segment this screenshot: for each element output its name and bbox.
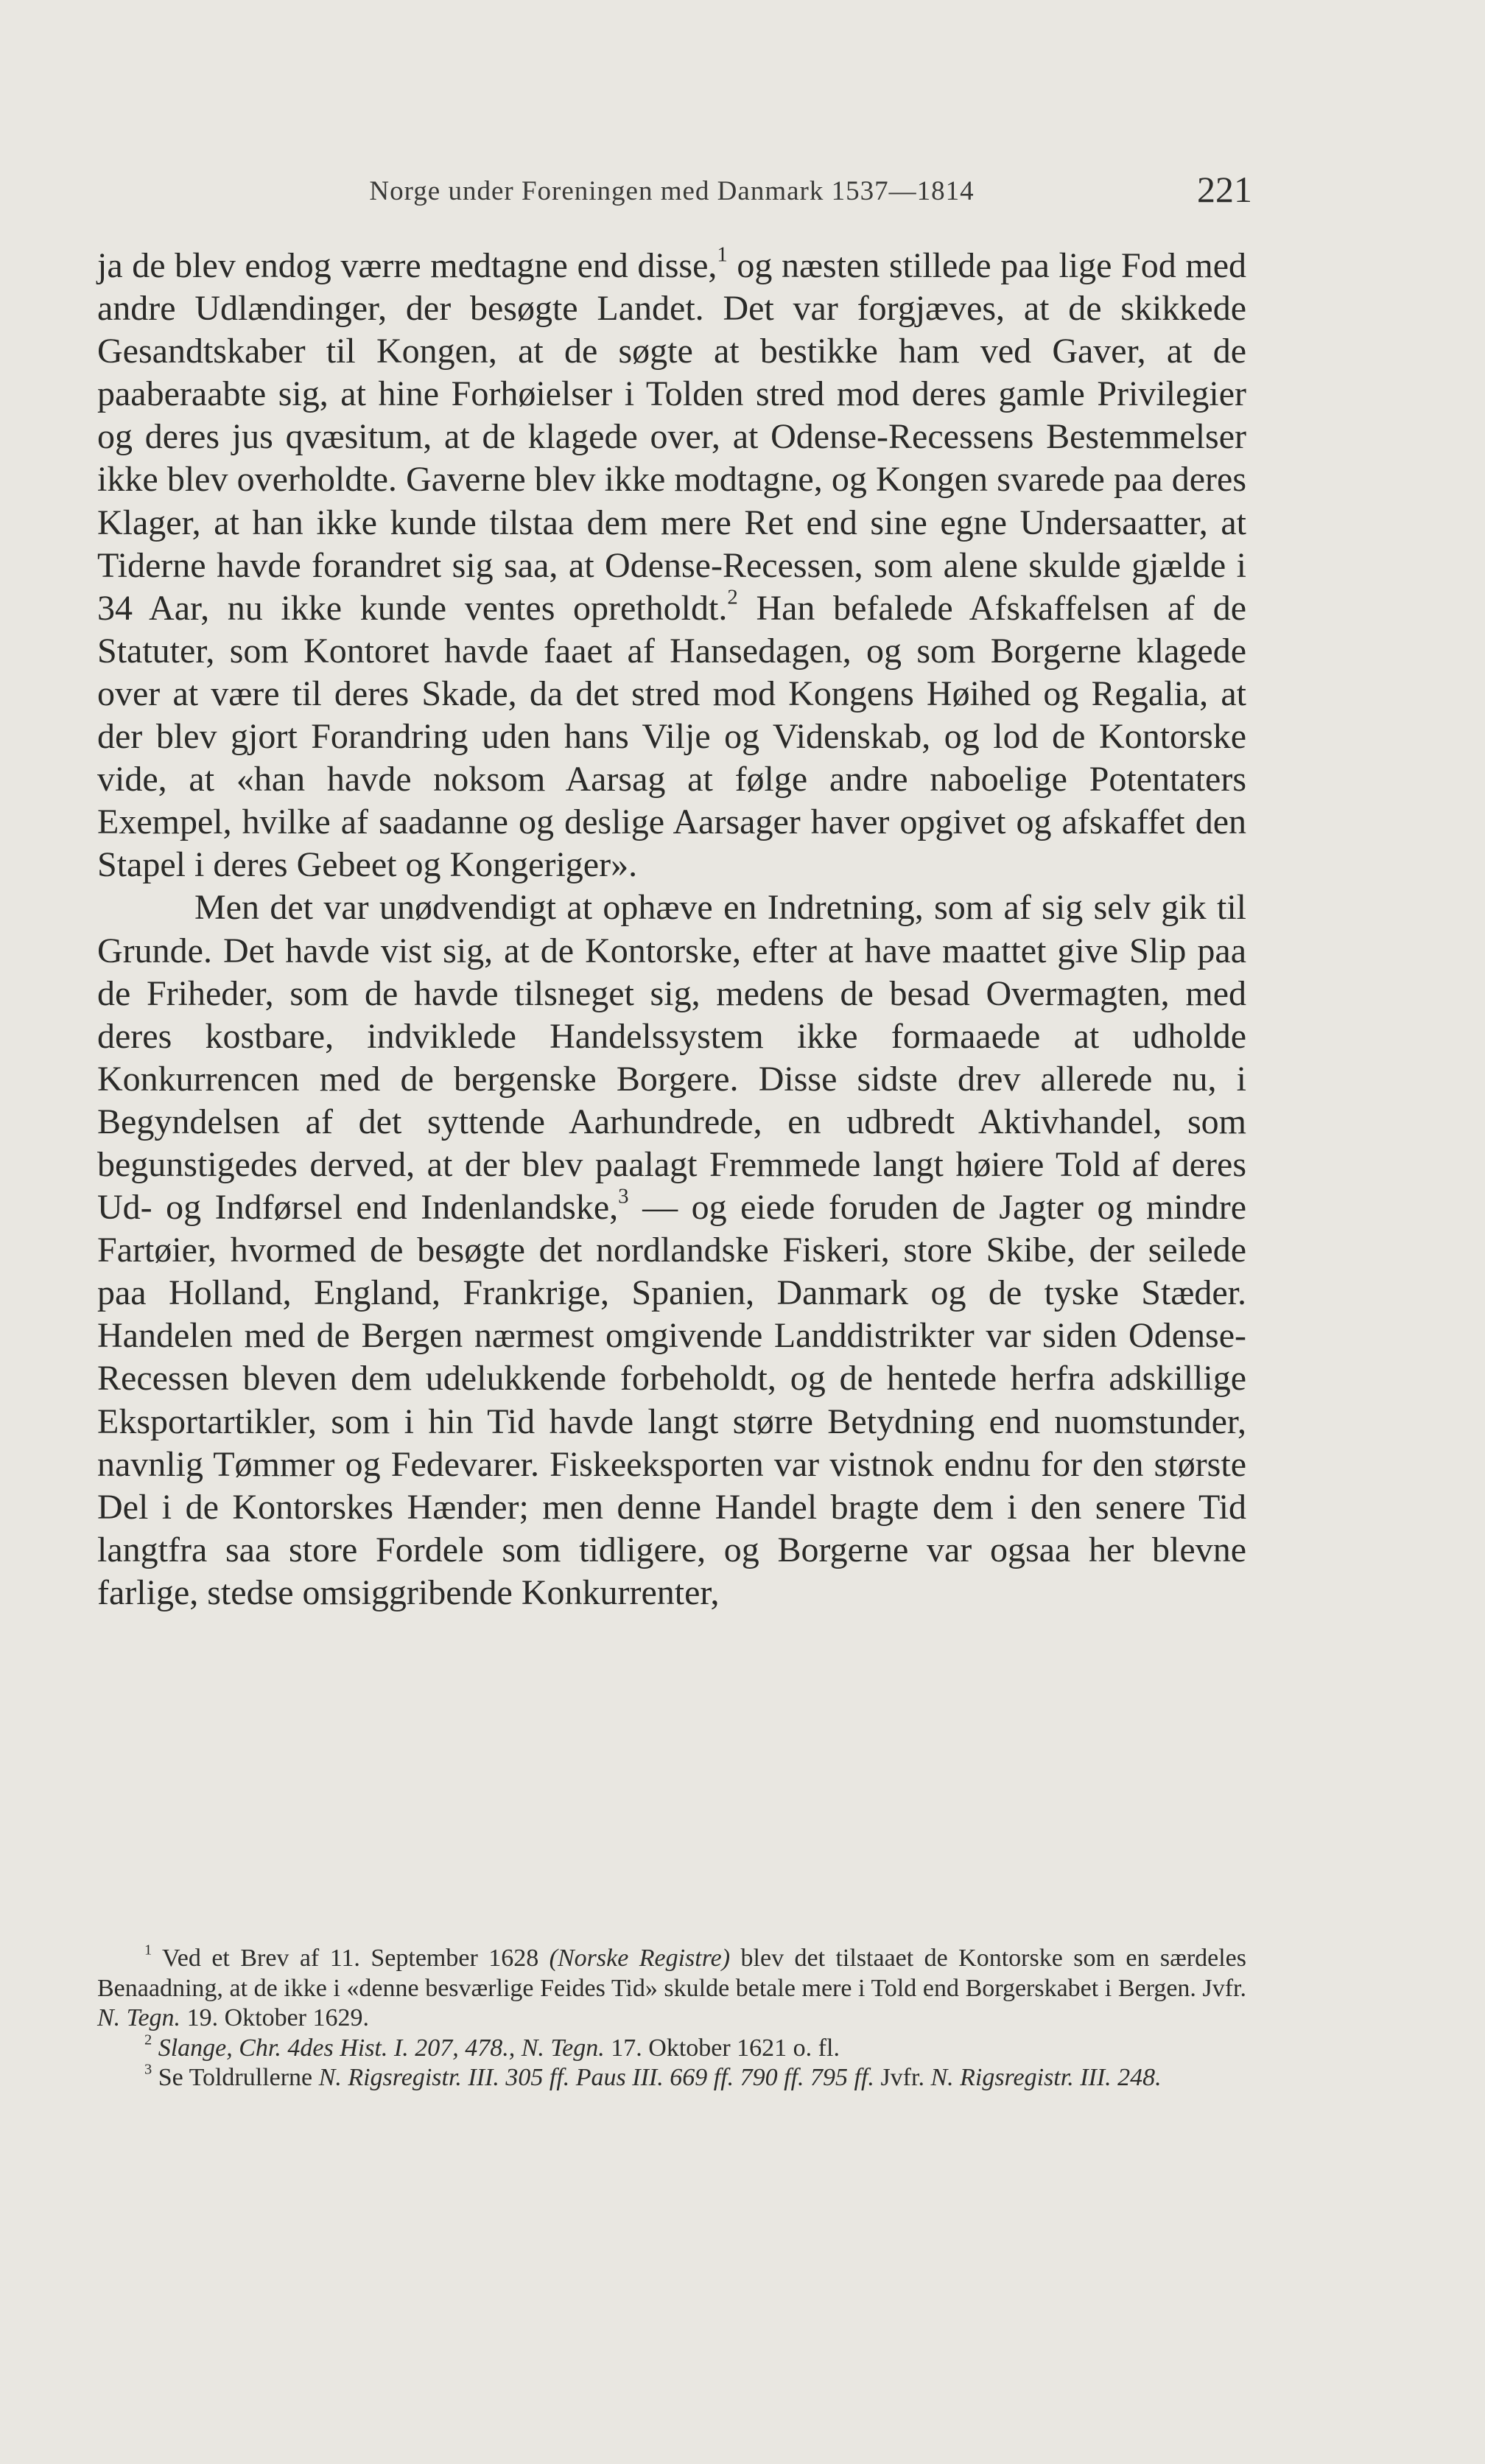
footnote-marker: 3 bbox=[144, 2061, 152, 2078]
text-segment: Men det var unødvendigt at ophæve en Indretning, som af sig selv gik til Grunde. Det havde vist sig, at de Kontorske, efter at have maattet give Slip paa de Friheder, som de havde tilsneget sig, medens de besad Overmagten, med deres kostbare, indviklede Handelssystem ikke formaaede at udholde Konkurrencen med de bergenske Borgere. Disse sidste drev allerede nu, i Begyndelsen af det syttende Aarhundrede, en udbredt Aktivhandel, som begunstigedes derved, at der blev paalagt Fremmede langt høiere Told af deres Ud- og Indførsel end Indenlandske, bbox=[97, 888, 1246, 1228]
text-segment: Han befalede Afskaffelsen af de Statuter, som Kontoret havde faaet af Hansedagen, og som Borgerne klagede over at være til deres Skade, da det stred mod Kongens Høihed og Regalia, at der blev gjort Forandring uden hans Vilje og Videnskab, og lod de Kontorske vide, at «han havde noksom Aarsag at følge andre naboelige Potentaters Exempel, hvilke af saadanne og deslige Aarsager haver opgivet og afskaffet den Stapel i deres Gebeet og Kongeriger». bbox=[97, 588, 1247, 885]
text-segment: Se Toldrullerne bbox=[152, 2064, 319, 2091]
text-segment: blev det tilstaaet de Kontorske som en særdeles Benaadning, at de ikke i «denne besværlige Feides Tid» skulde betale mere i Told end Borgerskabet i Bergen. Jvfr. bbox=[97, 1945, 1246, 2002]
text-segment: ja de blev endog værre medtagne end disse, bbox=[97, 246, 717, 285]
footnote-marker: 1 bbox=[717, 242, 728, 267]
running-title: Norge under Foreningen med Danmark 1537—1814 bbox=[369, 176, 975, 206]
italic-text: Slange, Chr. 4des Hist. I. 207, 478., N. Tegn. bbox=[158, 2034, 605, 2062]
italic-text: N. Tegn. bbox=[97, 2004, 181, 2031]
text-segment: 19. Oktober 1629. bbox=[180, 2004, 369, 2031]
running-header bbox=[97, 169, 1252, 215]
footnote-marker: 3 bbox=[618, 1184, 629, 1208]
body-text bbox=[97, 242, 1247, 1614]
text-segment: og næsten stillede paa lige Fod med andre Udlændinger, der besøgte Landet. Det var forgjæves, at de skikkede Gesandtskaber til Kongen, at de søgte at bestikke ham ved Gaver, at de paaberaabte sig, at hine Forhøielser i Tolden stred mod deres gamle Privilegier og deres jus qvæsitum, at de klagede over, at Odense-Recessens Bestemmelser ikke blev overholdte. Gaverne blev ikke modtagne, og Kongen svarede paa deres Klager, at han ikke kunde tilstaa dem mere Ret end sine egne Undersaatter, at Tiderne havde forandret sig saa, at Odense-Recessen, som alene skulde gjælde i 34 Aar, nu ikke kunde ventes opretholdt. bbox=[97, 246, 1247, 628]
italic-text: N. Rigsregistr. III. 248. bbox=[930, 2064, 1162, 2091]
footnote-marker: 1 bbox=[144, 1942, 152, 1959]
footnote bbox=[97, 2031, 1246, 2064]
text-segment: Jvfr. bbox=[874, 2064, 931, 2091]
footnotes bbox=[97, 1944, 1246, 2093]
text-segment: — og eiede foruden de Jagter og mindre Fartøier, hvormed de besøgte det nordlandske Fiskeri, store Skibe, der seilede paa Holland, England, Frankrige, Spanien, Danmark og de tyske Stæder. Handelen med de Bergen nærmest omgivende Landdistrikter var siden Odense-Recessen bleven dem udelukkende forbeholdt, og de hentede herfra adskillige Eksportartikler, som i hin Tid havde langt større Betydning end nuomstunder, navnlig Tømmer og Fedevarer. Fiskeeksporten var vistnok endnu for den største Del i de Kontorskes Hænder; men denne Handel bragte dem i den senere Tid langtfra saa store Fordele som tidligere, og Borgerne var ogsaa her blevne farlige, stedse omsiggribende Konkurrenter, bbox=[97, 1188, 1246, 1612]
footnote bbox=[97, 1944, 1246, 2034]
footnote-marker: 2 bbox=[144, 2031, 152, 2048]
text-segment: 17. Oktober 1621 o. fl. bbox=[604, 2034, 840, 2062]
page-number: 221 bbox=[1197, 169, 1252, 210]
paragraph bbox=[97, 886, 1246, 1614]
text-segment: Ved et Brev af 11. September 1628 bbox=[152, 1945, 550, 1972]
paragraph bbox=[97, 242, 1247, 886]
footnote-marker: 2 bbox=[727, 585, 738, 609]
footnote bbox=[97, 2063, 1246, 2093]
italic-text: N. Rigsregistr. III. 305 ff. Paus III. 669 ff. 790 ff. 795 ff. bbox=[318, 2064, 874, 2091]
italic-text: (Norske Registre) bbox=[549, 1945, 731, 1972]
text-segment bbox=[152, 2034, 158, 2062]
